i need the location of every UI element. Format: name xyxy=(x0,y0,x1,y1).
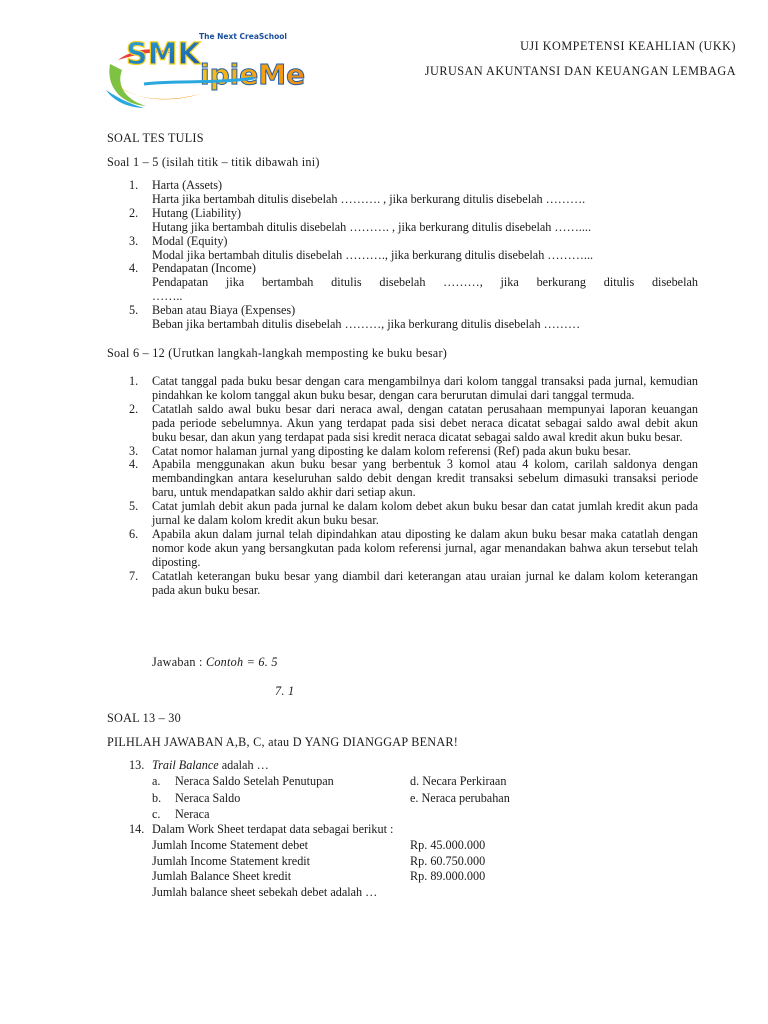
data-row-label: Jumlah Income Statement debet xyxy=(152,838,309,852)
data-row-value: Rp. 89.000.000 xyxy=(410,869,486,883)
item-heading: Beban atau Biaya (Expenses) xyxy=(152,303,296,318)
step-text: Catat nomor halaman jurnal yang diposting ke dalam kolom referensi (Ref) pada akun buku besar. xyxy=(152,443,631,458)
question-text: adalah … xyxy=(218,758,269,772)
question-text: Dalam Work Sheet terdapat data sebagai berikut : xyxy=(152,822,394,836)
section-title: SOAL TES TULIS xyxy=(107,131,204,145)
logo-tail-text: ipieMe xyxy=(200,58,306,91)
list-item xyxy=(106,235,698,263)
item-number: 2. xyxy=(129,205,139,220)
item-heading: Pendapatan (Income) xyxy=(152,261,256,276)
school-logo xyxy=(104,24,340,110)
list-item xyxy=(106,403,698,445)
item-number: 3. xyxy=(129,443,139,458)
option-text: Neraca Saldo xyxy=(175,791,241,805)
question-term: Trail Balance xyxy=(152,758,219,772)
step-text: Catat jumlah debit akun pada jurnal ke dalam kolom debet akun buku besar dan catat jumlah kredit akun pada jurnal ke dalam kolom kredit akun buku besar. xyxy=(152,499,698,528)
list-item xyxy=(106,179,698,207)
step-text: Catat tanggal pada buku besar dengan cara mengambilnya dari kolom tanggal transaksi pada jurnal, kemudian pindahkan ke kolom tanggal akun buku besar, dengan cara berurutan dimulai dari tanggal termuda. xyxy=(152,374,698,402)
list-item xyxy=(106,304,698,332)
section1-subtitle: Soal 1 – 5 (isilah titik – titik dibawah ini) xyxy=(107,155,320,169)
header-title: UJI KOMPETENSI KEAHLIAN (UKK) xyxy=(520,39,736,53)
section1-list xyxy=(106,179,698,332)
answer-example xyxy=(152,656,278,668)
item-question: Modal jika bertambah ditulis disebelah ………., jika berkurang ditulis disebelah ………... xyxy=(152,247,594,262)
list-item xyxy=(106,500,698,528)
item-number: 3. xyxy=(129,233,139,248)
list-item xyxy=(106,262,698,304)
question-number: 14. xyxy=(129,822,145,836)
step-text: Apabila menggunakan akun buku besar yang berbentuk 3 komol atau 4 kolom, carilah saldonya dengan membandingkan antara keseluruhan saldo debit dengan kredit transaksi sebelum dimasuki transaksi periode baru, untuk mendapatkan saldo akhir dari setiap akun. xyxy=(152,457,698,500)
data-row-value: Rp. 60.750.000 xyxy=(410,854,486,868)
logo-text: SMK xyxy=(126,37,201,72)
item-number: 4. xyxy=(129,457,139,472)
item-question: Pendapatan jika bertambah ditulis disebelah ………, jika berkurang ditulis disebelah xyxy=(152,275,698,290)
item-question: Harta jika bertambah ditulis disebelah ………. , jika berkurang ditulis disebelah ………. xyxy=(152,191,586,206)
option-text: Neraca Saldo Setelah Penutupan xyxy=(175,774,334,788)
section2-list xyxy=(106,375,698,598)
list-item xyxy=(106,570,698,598)
item-number: 7. xyxy=(129,568,139,583)
item-number: 1. xyxy=(129,374,139,388)
answer-example-text: Contoh = 6. 5 xyxy=(205,655,278,669)
data-row-label: Jumlah Balance Sheet kredit xyxy=(152,869,292,883)
item-heading: Hutang (Liability) xyxy=(152,205,242,220)
option-text: Neraca xyxy=(175,807,210,821)
question-13 xyxy=(152,759,269,771)
data-row-value: Rp. 45.000.000 xyxy=(410,838,486,852)
list-item xyxy=(106,375,698,403)
list-item xyxy=(106,458,698,500)
option-letter: b. xyxy=(152,791,162,805)
list-item xyxy=(106,528,698,570)
list-item xyxy=(106,445,698,459)
section2-subtitle: Soal 6 – 12 (Urutkan langkah-langkah memposting ke buku besar) xyxy=(107,346,448,360)
list-item xyxy=(106,207,698,235)
option-text: e. Neraca perubahan xyxy=(410,791,510,805)
logo-tagline: The Next CreaSchool xyxy=(199,32,287,41)
item-number: 4. xyxy=(129,261,139,276)
question-prompt: Jumlah balance sheet sebekah debet adalah … xyxy=(152,885,378,899)
item-number: 1. xyxy=(129,178,139,192)
item-number: 6. xyxy=(129,526,139,541)
item-question: Hutang jika bertambah ditulis disebelah ………. , jika berkurang ditulis disebelah …….... xyxy=(152,219,591,234)
item-question: Beban jika bertambah ditulis disebelah ………, jika berkurang ditulis disebelah ……… xyxy=(152,317,581,332)
data-row-label: Jumlah Income Statement kredit xyxy=(152,854,311,868)
answer-label: Jawaban : xyxy=(152,655,206,669)
option-letter: c. xyxy=(152,807,161,821)
item-heading: Harta (Assets) xyxy=(152,178,223,192)
item-number: 5. xyxy=(129,499,139,514)
header-subtitle: JURUSAN AKUNTANSI DAN KEUANGAN LEMBAGA xyxy=(424,64,736,79)
section3-title: SOAL 13 – 30 xyxy=(107,711,181,725)
step-text: Apabila akun dalam jurnal telah dipindahkan atau diposting ke dalam akun buku besar maka catatlah dengan nomor kode akun yang bersangkutan pada kolom referensi jurnal, agar menandakan bahwa akun tersebut telah diposting. xyxy=(152,526,698,569)
item-question-tail: …….. xyxy=(152,289,183,304)
step-text: Catatlah saldo awal buku besar dari neraca awal, dengan catatan perusahaan mempunyai laporan keuangan pada periode sebelumnya. Akun yang terdapat pada sisi debet neraca dicatat sebagai saldo awal debit akun buku besar, dan akun yang terdapat pada sisi kredit neraca dicatat sebagai saldo awal kredit akun buku besar. xyxy=(152,401,698,444)
option-text: d. Necara Perkiraan xyxy=(410,774,507,788)
answer-example-next: 7. 1 xyxy=(275,684,295,698)
section3-instruction: PILHLAH JAWABAN A,B, C, atau D YANG DIANGGAP BENAR! xyxy=(107,735,459,749)
exam-header xyxy=(425,40,736,77)
item-number: 5. xyxy=(129,303,139,318)
question-number: 13. xyxy=(129,758,145,772)
item-number: 2. xyxy=(129,401,139,416)
step-text: Catatlah keterangan buku besar yang diambil dari keterangan atau uraian jurnal ke dalam kolom keterangan pada akun buku besar. xyxy=(152,568,698,597)
option-letter: a. xyxy=(152,774,161,788)
item-heading: Modal (Equity) xyxy=(152,233,228,248)
